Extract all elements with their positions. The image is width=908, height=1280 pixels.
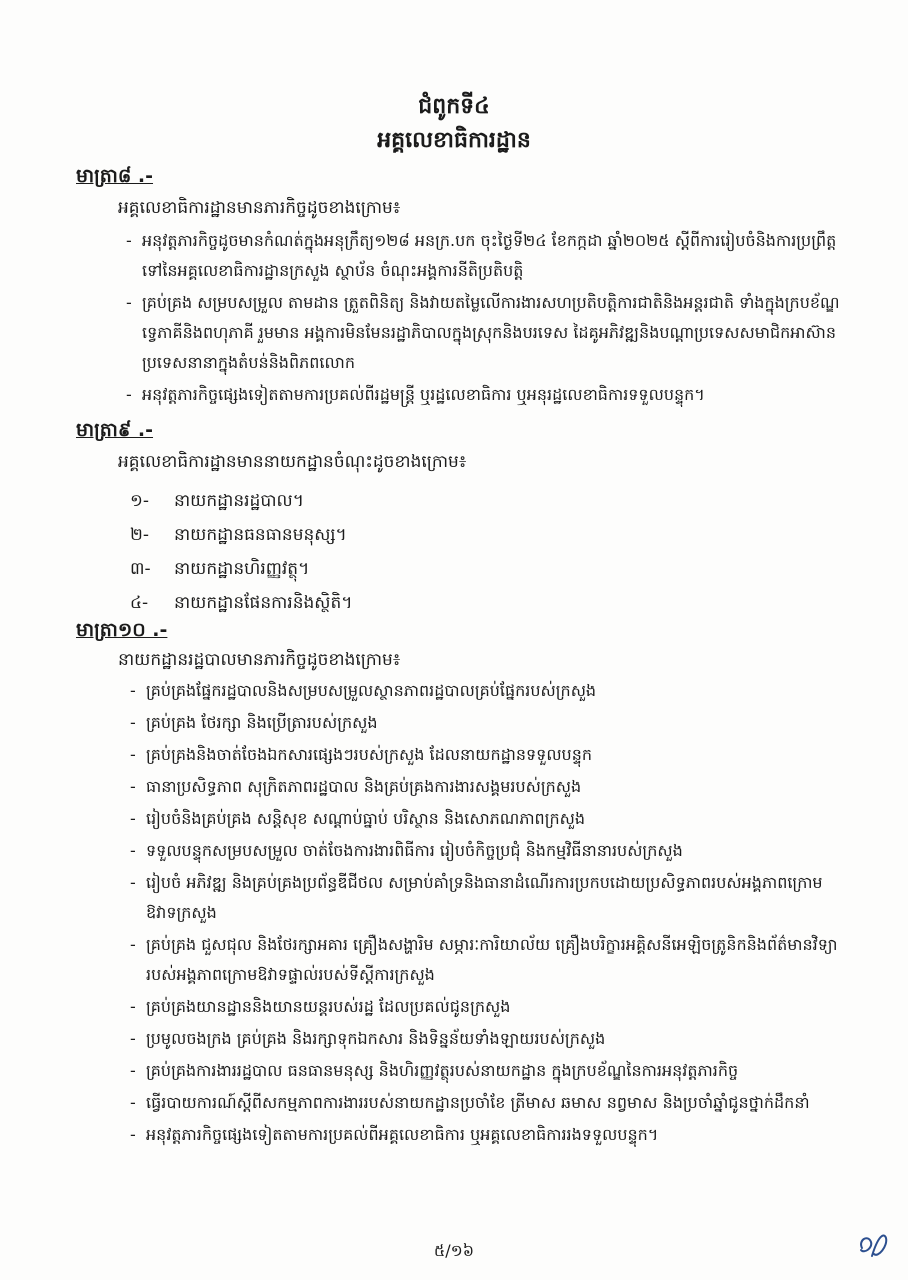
- list-item: - គ្រប់គ្រងផ្នែករដ្ឋបាលនិងសម្របសម្រួលស្ថានភាពរដ្ឋបាលគ្រប់ផ្នែករបស់ក្រសួង: [130, 681, 597, 700]
- list-item: ៤- នាយកដ្ឋានផែនការនិងស្ថិតិ។: [130, 593, 353, 613]
- list-item: - រៀបចំនិងគ្រប់គ្រង សន្តិសុខ សណ្ដាប់ធ្នាប់ បរិស្ថាន និងសោភណភាពក្រសួង: [130, 809, 586, 828]
- list-item: - ប្រមូលចងក្រង គ្រប់គ្រង និងរក្សាទុកឯកសារ និងទិន្នន័យទាំងឡាយរបស់ក្រសួង: [130, 1029, 606, 1048]
- department-list: [130, 486, 352, 622]
- article-8-heading: មាត្រា៨ .-: [76, 165, 154, 187]
- list-item: - គ្រប់គ្រង សម្របសម្រួល តាមដាន ត្រួតពិនិត្យ និងវាយតម្លៃលើការងារសហប្រតិបត្តិការជាតិនិងអន្តរជាតិ ទាំងក្នុងក្របខ័ណ្ឌទ្វេភាគីនិងពហុភាគី រួមមាន អង្គការមិនមែនរដ្ឋាភិបាលក្នុងស្រុកនិងបរទេស ដៃគូអភិវឌ្ឍនិងបណ្ដាប្រទេសសមាជិកអាស៊ាន ប្រទេសនានាក្នុងតំបន់និងពិភពលោក: [126, 293, 840, 372]
- article-8-intro: អគ្គលេខាធិការដ្ឋានមានភារកិច្ចដូចខាងក្រោម៖: [118, 198, 401, 218]
- list-item: - គ្រប់គ្រងយានដ្ឋាននិងយានយន្តរបស់រដ្ឋ ដែលប្រគល់ជូនក្រសួង: [130, 997, 511, 1016]
- article-9-heading: មាត្រា៩ .-: [76, 419, 154, 441]
- article-9-intro: អគ្គលេខាធិការដ្ឋានមាននាយកដ្ឋានចំណុះដូចខាងក្រោម៖: [118, 452, 467, 472]
- list-item: - គ្រប់គ្រង ថែរក្សា និងប្រើត្រារបស់ក្រសួង: [130, 713, 378, 732]
- list-item: ២- នាយកដ្ឋានធនធានមនុស្ស។: [130, 525, 347, 545]
- list-item: - អនុវត្តភារកិច្ចផ្សេងទៀតតាមការប្រគល់ពីអគ្គលេខាធិការ ឬអគ្គលេខាធិការរងទទួលបន្ទុក។: [130, 1125, 659, 1144]
- article-10-heading: មាត្រា១០ .-: [76, 619, 168, 641]
- article-10-list: [130, 676, 850, 1152]
- list-item: - អនុវត្តភារកិច្ចដូចមានកំណត់ក្នុងអនុក្រឹត្យ១២៨ អនក្រ.បក ចុះថ្ងៃទី២៤ ខែកក្កដា ឆ្នាំ២០២៥ ស្ដីពីការរៀបចំនិងការប្រព្រឹត្តទៅនៃអគ្គលេខាធិការដ្ឋានក្រសួង ស្ថាប័ន ចំណុះអង្គការនីតិប្រតិបត្តិ: [126, 231, 837, 280]
- article-10-intro: នាយកដ្ឋានរដ្ឋបាលមានភារកិច្ចដូចខាងក្រោម៖: [118, 650, 401, 670]
- list-item: - ទទួលបន្ទុកសម្របសម្រួល ចាត់ចែងការងារពិធីការ រៀបចំកិច្ចប្រជុំ និងកម្មវិធីនានារបស់ក្រសួង: [130, 841, 683, 860]
- list-item: - គ្រប់គ្រងនិងចាត់ចែងឯកសារផ្សេងៗរបស់ក្រសួង ដែលនាយកដ្ឋានទទួលបន្ទុក: [130, 745, 593, 764]
- list-item: - រៀបចំ អភិវឌ្ឍ និងគ្រប់គ្រងប្រព័ន្ធឌីជីថល សម្រាប់គាំទ្រនិងធានាដំណើរការប្រកបដោយប្រសិទ្ធភាពរបស់អង្គភាពក្រោមឱវាទក្រសួង: [130, 873, 823, 922]
- list-item: - គ្រប់គ្រងការងាររដ្ឋបាល ធនធានមនុស្ស និងហិរញ្ញវត្ថុរបស់នាយកដ្ឋាន ក្នុងក្របខ័ណ្ឌនៃការអនុវត្តភារកិច្ច: [130, 1061, 739, 1080]
- handwritten-initials-icon: [852, 1226, 892, 1266]
- list-item: - ធ្វើរបាយការណ៍ស្ដីពីសកម្មភាពការងាររបស់នាយកដ្ឋានប្រចាំខែ ត្រីមាស ឆមាស នព្វមាស និងប្រចាំឆ្នាំជូនថ្នាក់ដឹកនាំ: [130, 1093, 810, 1112]
- list-item: ៣- នាយកដ្ឋានហិរញ្ញវត្ថុ។: [130, 559, 310, 579]
- page-number: ៥/១៦: [433, 1241, 475, 1260]
- chapter-title: ជំពូកទី៤: [418, 94, 490, 119]
- list-item: - គ្រប់គ្រង ជួសជុល និងថែរក្សាអគារ គ្រឿងសង្ហារិម សម្ភារៈការិយាល័យ គ្រឿងបរិក្ខារអគ្គិសនីអេឡិចត្រូនិកនិងព័ត៌មានវិទ្យា របស់អង្គភាពក្រោមឱវាទផ្ទាល់របស់ទីស្ដីការក្រសួង: [130, 935, 838, 984]
- list-item: - អនុវត្តភារកិច្ចផ្សេងទៀតតាមការប្រគល់ពីរដ្ឋមន្ត្រី ឬរដ្ឋលេខាធិការ ឬអនុរដ្ឋលេខាធិការទទួលបន្ទុក។: [126, 385, 705, 404]
- list-item: ១- នាយកដ្ឋានរដ្ឋបាល។: [130, 491, 304, 511]
- chapter-name: អគ្គលេខាធិការដ្ឋាន: [377, 128, 531, 153]
- list-item: - ធានាប្រសិទ្ធភាព សុក្រិតភាពរដ្ឋបាល និងគ្រប់គ្រងការងារសង្គមរបស់ក្រសួង: [130, 777, 582, 796]
- article-8-list: [126, 226, 846, 412]
